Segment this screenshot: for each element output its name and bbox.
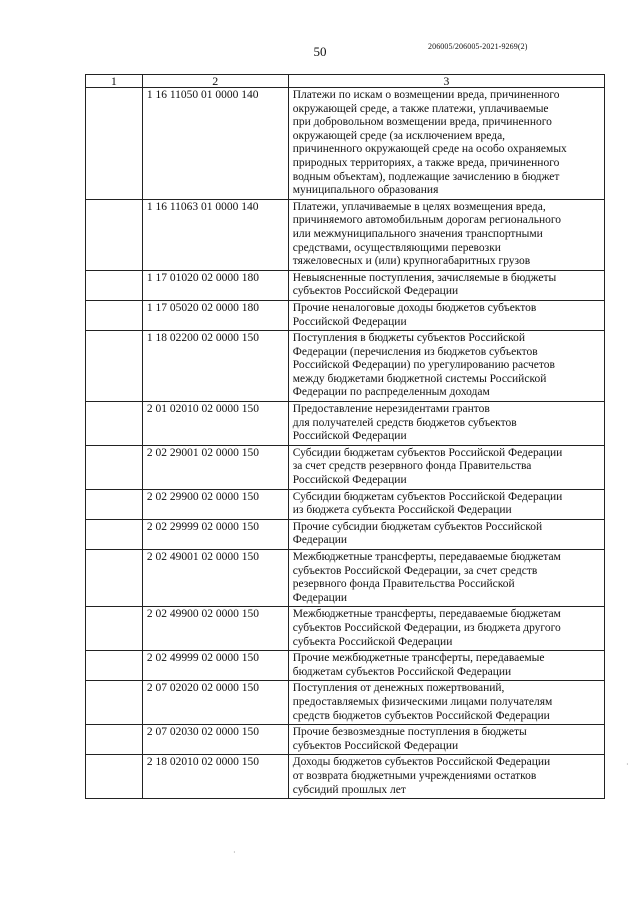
table-header-row — [86, 75, 605, 88]
description-line: Федерации (перечисления из бюджетов субъектов — [292, 345, 538, 358]
income-description — [288, 331, 604, 402]
empty-cell — [86, 445, 143, 489]
scan-mark: · — [626, 760, 629, 769]
classification-code: 1 16 11063 01 0000 140 — [142, 199, 288, 270]
description-line: окружающей среде (за исключением вреда, — [292, 129, 506, 142]
description-line: природных территориях, а также вреда, причиненного — [292, 156, 560, 169]
description-line: Платежи по искам о возмещении вреда, причиненного — [292, 89, 560, 101]
description-line: из бюджета субъекта Российской Федерации — [292, 504, 512, 517]
document-code: 206005/206005-2021-9269(2) — [428, 42, 528, 51]
description-line: для получателей средств бюджетов субъектов — [292, 416, 517, 429]
table-body — [86, 88, 605, 799]
description-line: окружающей среде, а также платежи, уплачиваемые — [292, 102, 549, 115]
empty-cell — [86, 300, 143, 330]
description-line: Прочие неналоговые доходы бюджетов субъектов — [292, 301, 537, 314]
description-line: Прочие межбюджетные трансферты, передаваемые — [292, 652, 545, 665]
table-row — [86, 519, 605, 549]
classification-code: 2 07 02020 02 0000 150 — [142, 681, 288, 725]
classification-code: 1 17 05020 02 0000 180 — [142, 300, 288, 330]
table-row — [86, 607, 605, 651]
description-line: от возврата бюджетными учреждениями остатков — [292, 769, 537, 782]
empty-cell — [86, 607, 143, 651]
table-row — [86, 199, 605, 270]
description-line: субъектов Российской Федерации — [292, 285, 459, 298]
classification-code: 1 17 01020 02 0000 180 — [142, 270, 288, 300]
income-description — [288, 300, 604, 330]
description-line: водным объектам), подлежащие зачислению в бюджет — [292, 170, 560, 183]
table-row — [86, 681, 605, 725]
page-number: 50 — [313, 44, 327, 59]
income-description — [288, 445, 604, 489]
empty-cell — [86, 489, 143, 519]
description-line: Российской Федерации — [292, 430, 407, 443]
table-row — [86, 300, 605, 330]
empty-cell — [86, 402, 143, 446]
description-line: средствами, осуществляющими перевозки — [292, 241, 501, 254]
description-line: резервного фонда Правительства Российской — [292, 578, 515, 591]
classification-code: 2 02 29999 02 0000 150 — [142, 519, 288, 549]
description-line: муниципального образования — [292, 184, 439, 197]
classification-code: 2 01 02010 02 0000 150 — [142, 402, 288, 446]
description-line: между бюджетами бюджетной системы Российской — [292, 372, 547, 385]
description-line: при добровольном возмещении вреда, причиненного — [292, 116, 552, 129]
income-description — [288, 755, 604, 799]
income-description — [288, 199, 604, 270]
description-line: Платежи, уплачиваемые в целях возмещения вреда, — [292, 200, 546, 213]
column-header: 1 — [86, 75, 143, 88]
table-row — [86, 725, 605, 755]
table-row — [86, 270, 605, 300]
description-line: Невыясненные поступления, зачисляемые в бюджеты — [292, 271, 557, 284]
description-line: субъектов Российской Федерации — [292, 739, 459, 752]
empty-cell — [86, 88, 143, 200]
description-line: Предоставление нерезидентами грантов — [292, 403, 490, 416]
income-description — [288, 519, 604, 549]
table-row — [86, 550, 605, 607]
income-description — [288, 681, 604, 725]
description-line: Прочие безвозмездные поступления в бюджеты — [292, 726, 527, 739]
empty-cell — [86, 519, 143, 549]
income-description — [288, 270, 604, 300]
description-line: Поступления от денежных пожертвований, — [292, 682, 505, 695]
description-line: причиняемого автомобильным дорогам регионального — [292, 214, 562, 227]
description-line: Федерации по распределенным доходам — [292, 386, 490, 399]
empty-cell — [86, 270, 143, 300]
empty-cell — [86, 725, 143, 755]
classification-code: 2 18 02010 02 0000 150 — [142, 755, 288, 799]
income-description — [288, 651, 604, 681]
table-row — [86, 755, 605, 799]
table-row — [86, 402, 605, 446]
description-line: за счет средств резервного фонда Правительства — [292, 460, 532, 473]
classification-code: 2 02 29001 02 0000 150 — [142, 445, 288, 489]
description-line: Поступления в бюджеты субъектов Российской — [292, 332, 526, 345]
income-description — [288, 489, 604, 519]
description-line: Межбюджетные трансферты, передаваемые бюджетам — [292, 551, 561, 563]
empty-cell — [86, 331, 143, 402]
description-line: причиненного окружающей среде на особо охраняемых — [292, 143, 567, 156]
description-line: средств бюджетов субъектов Российской Федерации — [292, 709, 550, 722]
income-description — [288, 607, 604, 651]
description-line: субъектов Российской Федерации, за счет средств — [292, 564, 538, 577]
description-line: Российской Федерации — [292, 474, 407, 487]
description-line: Российской Федерации — [292, 315, 407, 328]
description-line: субъекта Российской Федерации — [292, 635, 453, 648]
description-line: Межбюджетные трансферты, передаваемые бюджетам — [292, 608, 561, 621]
description-line: Российской Федерации) по урегулированию расчетов — [292, 359, 555, 372]
description-line: Доходы бюджетов субъектов Российской Федерации — [292, 756, 551, 769]
classification-code: 2 02 49001 02 0000 150 — [142, 550, 288, 607]
description-line: предоставляемых физическими лицами получателям — [292, 695, 553, 708]
description-line: субсидий прошлых лет — [292, 783, 406, 796]
classification-code: 1 18 02200 02 0000 150 — [142, 331, 288, 402]
classification-code: 2 02 49999 02 0000 150 — [142, 651, 288, 681]
table-row — [86, 445, 605, 489]
table-row — [86, 489, 605, 519]
description-line: Субсидии бюджетам субъектов Российской Федерации — [292, 446, 563, 459]
description-line: Субсидии бюджетам субъектов Российской Федерации — [292, 490, 563, 503]
income-description — [288, 725, 604, 755]
income-description — [288, 550, 604, 607]
description-line: или межмуниципального значения транспортными — [292, 227, 543, 240]
description-line: Прочие субсидии бюджетам субъектов Российской — [292, 520, 543, 533]
description-line: тяжеловесных и (или) крупногабаритных грузов — [292, 255, 531, 268]
scan-mark: · — [233, 848, 236, 857]
table-row — [86, 88, 605, 200]
empty-cell — [86, 651, 143, 681]
table-row — [86, 331, 605, 402]
empty-cell — [86, 550, 143, 607]
income-description — [288, 88, 604, 200]
classification-code: 2 02 29900 02 0000 150 — [142, 489, 288, 519]
classification-code: 2 07 02030 02 0000 150 — [142, 725, 288, 755]
table-row — [86, 651, 605, 681]
classification-code: 1 16 11050 01 0000 140 — [142, 88, 288, 200]
column-header: 2 — [142, 75, 288, 88]
budget-codes-table — [85, 74, 605, 799]
description-line: Федерации — [292, 591, 348, 604]
description-line: бюджетам субъектов Российской Федерации — [292, 665, 512, 678]
empty-cell — [86, 199, 143, 270]
empty-cell — [86, 755, 143, 799]
description-line: Федерации — [292, 534, 348, 547]
description-line: субъектов Российской Федерации, из бюджета другого — [292, 621, 561, 634]
classification-code: 2 02 49900 02 0000 150 — [142, 607, 288, 651]
column-header: 3 — [288, 75, 604, 88]
empty-cell — [86, 681, 143, 725]
income-description — [288, 402, 604, 446]
